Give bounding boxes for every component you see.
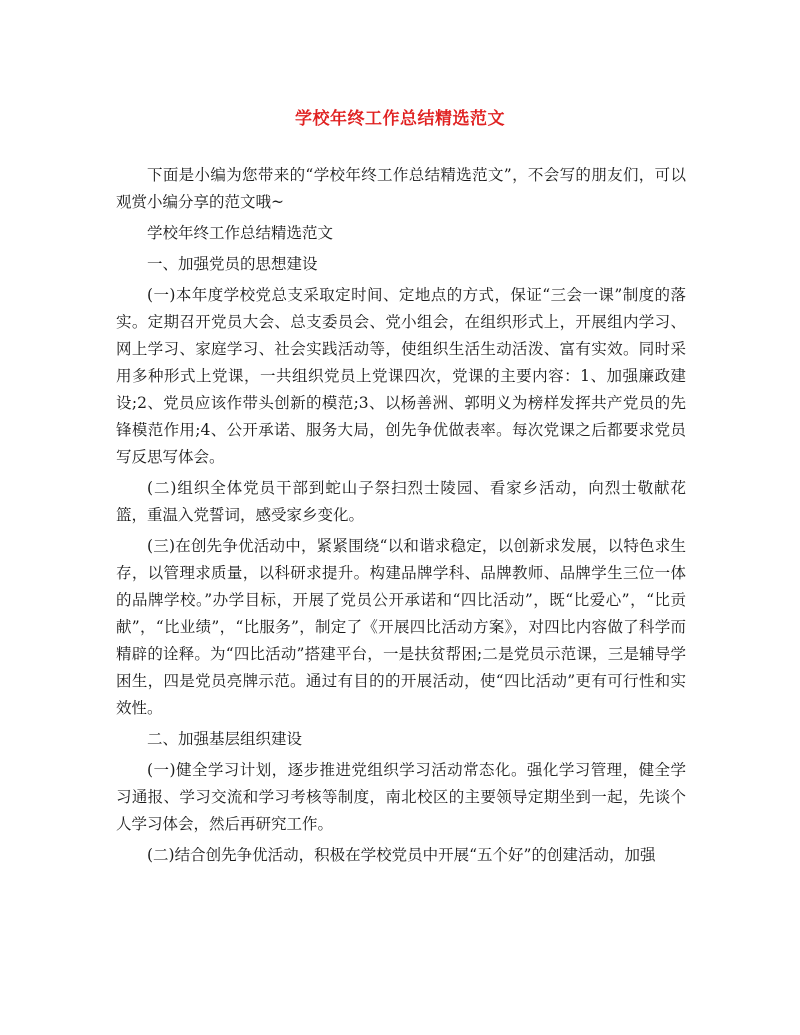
document-body <box>116 162 686 873</box>
paragraph-1-2: (二)组织全体党员干部到蛇山子祭扫烈士陵园、看家乡活动，向烈士敬献花篮，重温入党誓词，感受家乡变化。 <box>116 479 686 524</box>
section-heading-2: 二、加强基层组织建设 <box>147 730 303 748</box>
document-title: 学校年终工作总结精选范文 <box>295 109 505 129</box>
paragraph-1-3: (三)在创先争优活动中，紧紧围绕“以和谐求稳定，以创新求发展，以特色求生存，以管理求质量，以科研求提升。构建品牌学科、品牌教师、品牌学生三位一体的品牌学校。”办学目标，开展了党员公开承诺和“四比活动”，既“比爱心”，“比贡献”，“比业绩”，“比服务”，制定了《开展四比活动方案》，对四比内容做了科学而精辟的诠释。为“四比活动”搭建平台，一是扶贫帮困;二是党员示范课，三是辅导学困生，四是党员亮牌示范。通过有目的的开展活动，使“四比活动”更有可行性和实效性。 <box>116 537 686 717</box>
paragraph-1-1: (一)本年度学校党总支采取定时间、定地点的方式，保证“三会一课”制度的落实。定期召开党员大会、总支委员会、党小组会，在组织形式上，开展组内学习、网上学习、家庭学习、社会实践活动等，使组织生活生动活泼、富有实效。同时采用多种形式上党课，一共组织党员上党课四次，党课的主要内容：1、加强廉政建设;2、党员应该作带头创新的模范;3、以杨善洲、郭明义为榜样发挥共产党员的先锋模范作用;4、公开承诺、服务大局，创先争优做表率。每次党课之后都要求党员写反思写体会。 <box>116 286 686 466</box>
intro-paragraph: 下面是小编为您带来的“学校年终工作总结精选范文”，不会写的朋友们，可以观赏小编分享的范文哦~ <box>116 166 686 211</box>
section-heading-1: 一、加强党员的思想建设 <box>147 255 318 273</box>
subtitle-paragraph: 学校年终工作总结精选范文 <box>147 224 334 242</box>
paragraph-2-1: (一)健全学习计划，逐步推进党组织学习活动常态化。强化学习管理，健全学习通报、学习交流和学习考核等制度，南北校区的主要领导定期坐到一起，先谈个人学习体会，然后再研究工作。 <box>116 761 686 833</box>
paragraph-2-2: (二)结合创先争优活动，积极在学校党员中开展“五个好”的创建活动，加强 <box>147 846 656 864</box>
